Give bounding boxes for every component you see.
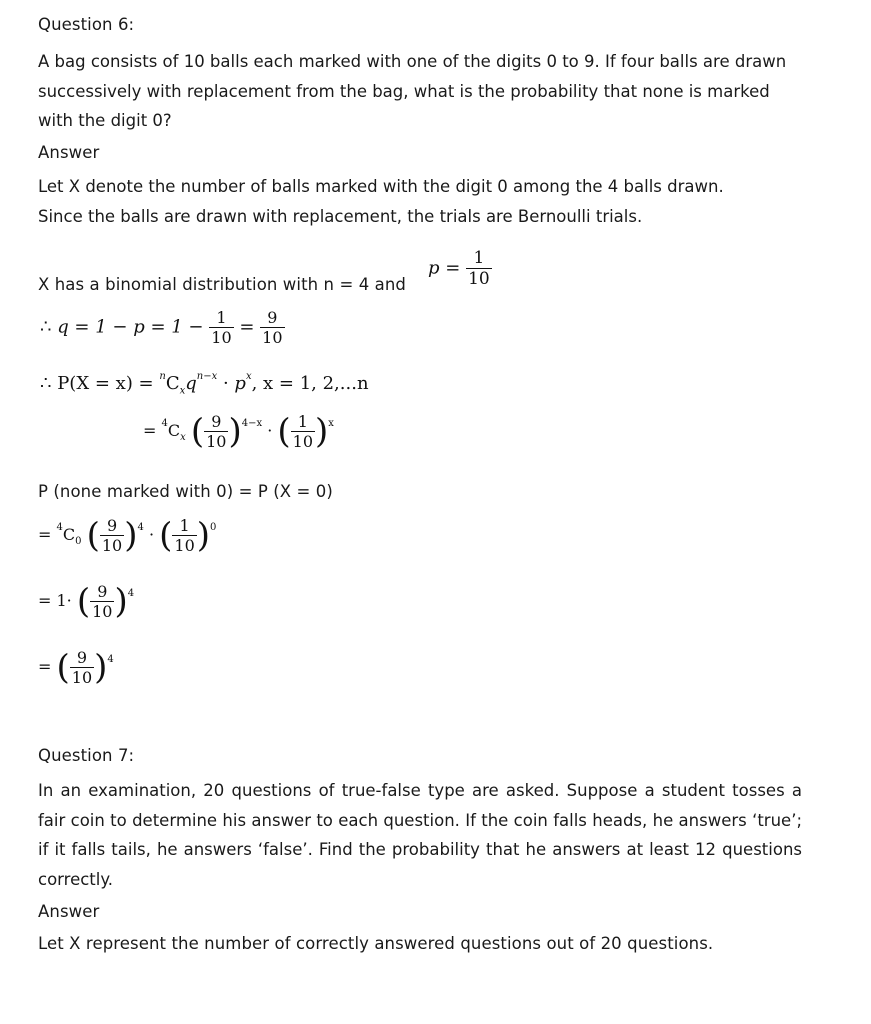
answer-paragraph: Let X denote the number of balls marked with the digit 0 among the 4 balls drawn. Since the balls are drawn with replacement, the trials are Bernoulli trials. (38, 177, 724, 226)
question-6-text: A bag consists of 10 balls each marked with one of the digits 0 to 9. If four balls are drawn successively with replacement from the bag, what is the probability that none is marked with the digit 0? (38, 52, 787, 130)
question-7-title: Question 7: (38, 746, 135, 765)
binomial-statement: X has a binomial distribution with n = 4 and (38, 275, 407, 294)
question-7-text: In an examination, 20 questions of true-false type are asked. Suppose a student tosses a fair coin to determine his answer to each question. If the coin falls heads, he answers ‘true’; if it falls tails, he answers ‘false’. Find the probability that he answers at least 12 questions correctly. (38, 781, 802, 889)
answer-label: Answer (38, 143, 100, 162)
pmf-formula: ∴ $P(X = x) = ^nC_xq^{n-x} \cdot p^x$, x = 1, 2,...n (40, 371, 369, 397)
question-6-title: Question 6: (38, 15, 135, 34)
answer-label-q7: Answer (38, 902, 100, 921)
none-marked-statement: P (none marked with 0) = P (X = 0) (38, 482, 333, 501)
step-2: = 1· ( $\frac{9}{10}$ )$^4$ (38, 581, 135, 622)
pmf-substituted: = $^4C_x$ ( $\frac{9}{10}$ )$^{4-x}$ · ( $\frac{1}{10}$ )$^x$ (143, 411, 334, 452)
q-equation: ∴ q = 1 − p = 1 − $\frac{1}{10}$ = $\frac{9}{10}$ (40, 308, 283, 347)
step-1: = $^4C_0$ ( $\frac{9}{10}$ )$^4$ · ( $\frac{1}{10}$ )$^0$ (38, 515, 217, 556)
answer-paragraph-q7: Let X represent the number of correctly answered questions out of 20 questions. (38, 934, 714, 953)
p-value: p = $\frac{1}{10}$ (428, 248, 490, 289)
step-3: = ( $\frac{9}{10}$ )$^4$ (38, 647, 114, 688)
